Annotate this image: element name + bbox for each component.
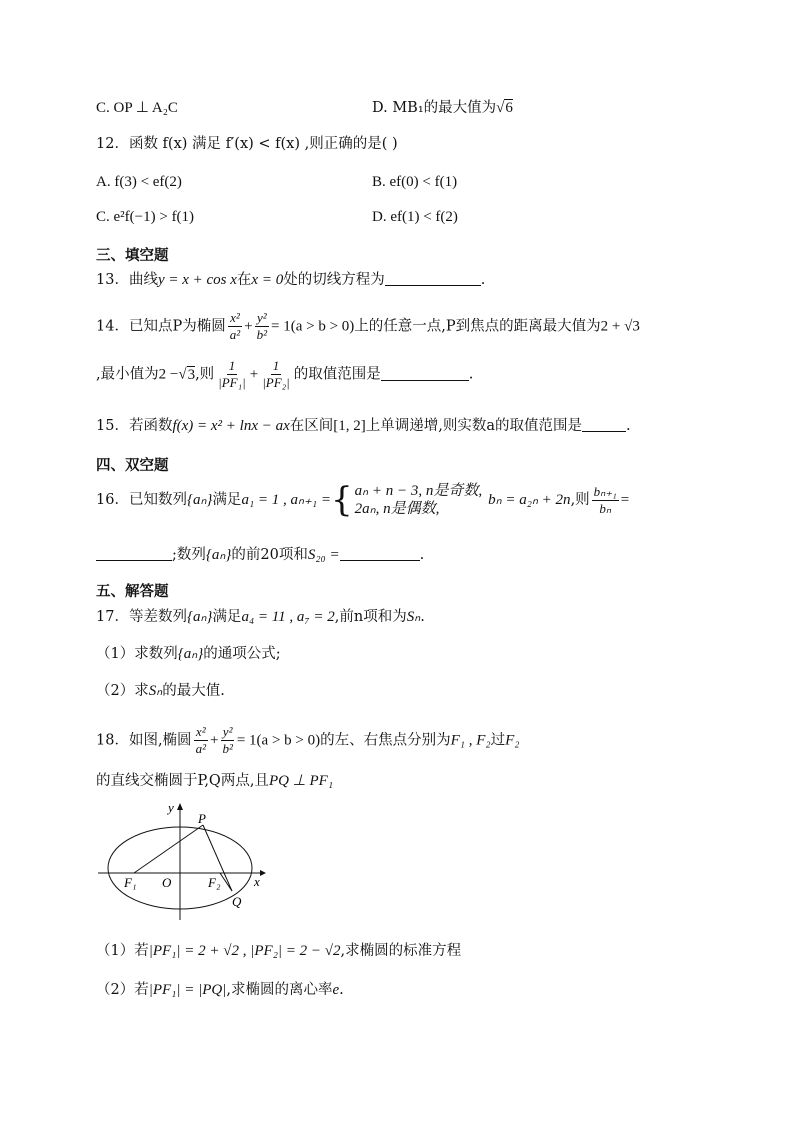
q17-stem-mid: 满足 xyxy=(212,609,242,625)
q18-line2 xyxy=(96,771,333,791)
q12-option-b xyxy=(372,172,457,192)
q18-part1 xyxy=(96,941,461,961)
q13-prefix: 13．曲线 xyxy=(96,272,158,288)
q14-fnum1: 1 xyxy=(228,358,236,373)
q12-option-d xyxy=(372,207,458,227)
q14-frac-x xyxy=(228,310,242,343)
q18-part2-e: e xyxy=(332,982,340,998)
q14-line2-mid: ,则 xyxy=(195,366,215,383)
y-axis-arrow-icon xyxy=(177,803,183,810)
q16-end: . xyxy=(419,547,425,563)
q18-end: . xyxy=(339,982,344,998)
q11-option-d: D. MB₁的最大值为√6 xyxy=(372,100,513,116)
label-q: Q xyxy=(232,894,242,909)
q16-s20: S₂₀ = xyxy=(307,547,340,563)
q17-cond: a₄ = 11 , a₇ = 2 xyxy=(241,609,335,625)
label-o: O xyxy=(162,875,172,890)
q11-option-c-text: C. OP ⊥ A₂C xyxy=(96,100,178,116)
q18-line2-prefix: 的直线交椭圆于P,Q两点,且 xyxy=(96,773,269,789)
q12-stem xyxy=(96,134,398,154)
q18-stem-suffix: 过 xyxy=(490,732,506,749)
q18-part1-prefix: （1）若 xyxy=(96,943,149,959)
q14-fden1: |PF₁| xyxy=(218,375,246,390)
q13-curve: y = x + cos x xyxy=(157,272,237,288)
q17-part2-sn: Sₙ xyxy=(148,683,163,699)
q15-prefix: 15．若函数 xyxy=(96,418,173,434)
q12-option-c xyxy=(96,207,194,227)
q12-option-b-text: B. ef(0) < f(1) xyxy=(372,174,458,190)
q18-den2: b² xyxy=(222,741,233,756)
q12-option-a-text: A. f(3) < ef(2) xyxy=(96,174,182,190)
label-p: P xyxy=(198,811,206,826)
q16-line1 xyxy=(96,482,629,518)
q15-answer-blank[interactable] xyxy=(582,417,626,432)
q18-den1: a² xyxy=(195,741,206,756)
q17-part1 xyxy=(96,644,281,664)
q18-cond: = 1(a > b > 0) xyxy=(236,732,321,749)
q15-func: f(x) = x² + lnx − ax xyxy=(172,418,290,434)
q14-prefix: 14．已知点P为椭圆 xyxy=(96,318,226,335)
q16-ratio xyxy=(592,484,619,517)
q14-min-a: 2 − xyxy=(158,366,179,383)
q14-mid: 上的任意一点,P到焦点的距离最大值为 xyxy=(354,318,601,335)
q17-stem xyxy=(96,607,425,627)
q11-option-d-prefix: D. MB₁的最大值为 xyxy=(372,100,497,116)
q14-min-b: 3 xyxy=(187,366,196,383)
q16-bn: bₙ = a₂ₙ + 2n xyxy=(488,492,571,508)
q18-part2-suffix: ,求椭圆的离心率 xyxy=(226,982,333,998)
q16-line2 xyxy=(96,545,424,565)
q14-frac-pf2 xyxy=(260,358,292,391)
label-f1: F₁ xyxy=(124,875,137,890)
q18-stem-prefix: 18．如图,椭圆 xyxy=(96,732,192,749)
label-f2: F₂ xyxy=(208,875,221,890)
q15-mid: 在区间 xyxy=(289,418,334,434)
q14-fnum2: 1 xyxy=(272,358,280,373)
q18-part1-cond: |PF₁| = 2 + √2 , |PF₂| = 2 − √2 xyxy=(148,943,341,959)
q11-option-d-value: 6 xyxy=(505,100,513,116)
q14-cond: = 1(a > b > 0) xyxy=(271,318,355,335)
q13 xyxy=(96,270,485,290)
q18-num1: x² xyxy=(195,724,206,739)
label-x: x xyxy=(254,874,260,889)
q12-option-c-text: C. e²f(−1) > f(1) xyxy=(96,209,195,225)
q18-part1-suffix: ,求椭圆的标准方程 xyxy=(340,943,462,959)
q18-part2 xyxy=(96,980,344,1000)
q14-frac-y xyxy=(255,310,269,343)
q13-point: x = 0 xyxy=(251,272,284,288)
q17-end: . xyxy=(420,609,425,625)
q14-end: . xyxy=(468,366,474,383)
q17-part1-seq: {aₙ} xyxy=(177,646,204,662)
q17-part2-prefix: （2）求 xyxy=(96,683,149,699)
q18-num2: y² xyxy=(222,724,233,739)
q17-part1-prefix: （1）求数列 xyxy=(96,646,178,662)
q14-den1: a² xyxy=(229,327,241,342)
q16-seq: {aₙ} xyxy=(186,492,213,508)
section-5-title: 五、解答题 xyxy=(96,584,169,600)
q16-case2: 2aₙ, n是偶数, xyxy=(354,501,440,517)
q13-suffix: 处的切线方程为 xyxy=(283,272,385,288)
q16-line2-seq: {aₙ} xyxy=(205,547,232,563)
q13-answer-blank[interactable] xyxy=(385,271,481,286)
q18-stem-mid: 的左、右焦点分别为 xyxy=(320,732,451,749)
q14-frac-pf1 xyxy=(216,358,248,391)
q16-line2-mid: ;数列 xyxy=(172,547,206,563)
q16-cases: { aₙ + n − 3, n是奇数, 2aₙ, n是偶数, xyxy=(331,480,483,520)
q16-ratio-den: bₙ xyxy=(599,500,612,516)
q14-plus: + xyxy=(244,318,253,335)
q16-case1: aₙ + n − 3, n是奇数, xyxy=(354,483,483,499)
q13-end: . xyxy=(480,272,486,288)
q11-option-c xyxy=(96,98,178,118)
q16-a1: a₁ = 1 , aₙ₊₁ = xyxy=(241,492,332,508)
q18-perp: PQ ⊥ PF₁ xyxy=(268,773,334,789)
q18-foci: F₁ , F₂ xyxy=(450,732,491,749)
q16-answer-blank-1[interactable] xyxy=(96,546,172,561)
q13-mid: 在 xyxy=(236,272,252,288)
q14-num2: y² xyxy=(256,310,267,325)
q16-answer-blank-2[interactable] xyxy=(340,546,420,561)
q17-stem-prefix: 17．等差数列 xyxy=(96,609,187,625)
q18-f2: F₂ xyxy=(505,732,520,749)
q14-line1 xyxy=(96,310,640,343)
q14-den2: b² xyxy=(256,327,267,342)
q16-prefix: 16．已知数列 xyxy=(96,492,187,508)
q15-interval: [1, 2] xyxy=(333,418,366,434)
q18-part2-prefix: （2）若 xyxy=(96,982,149,998)
section-3-title: 三、填空题 xyxy=(96,248,169,264)
q16-mid: 满足 xyxy=(212,492,242,508)
q15-suffix: 上单调递增,则实数a的取值范围是 xyxy=(365,418,583,434)
q18-frac-y xyxy=(220,724,234,757)
q12-option-a xyxy=(96,172,182,192)
section-4-title: 四、双空题 xyxy=(96,458,169,474)
q14-line2-suffix: 的取值范围是 xyxy=(293,366,381,383)
q14-line2-prefix: ,最小值为 xyxy=(96,366,159,383)
q18-stem: 18．如图,椭圆 $\frac{\text{x²}}{\text{a²}}$ + $\frac{\text{y²}}{\text{b²}}$ = 1(a > b > 0)的左、右焦点分别为F₁ , F₂过F₂ xyxy=(96,724,520,756)
q14-max: 2 + √3 xyxy=(600,318,640,335)
q17-part1-suffix: 的通项公式; xyxy=(203,646,281,662)
q14-fden2: |PF₂| xyxy=(262,375,290,390)
q15 xyxy=(96,416,631,436)
q18-frac-x xyxy=(194,724,208,757)
q18-part2-cond: |PF₁| = |PQ| xyxy=(148,982,227,998)
segment-f2-q xyxy=(220,873,232,891)
q17-sn: Sₙ xyxy=(406,609,421,625)
q16-then: ,则 xyxy=(570,492,590,508)
q17-part2 xyxy=(96,681,225,701)
q17-seq: {aₙ} xyxy=(186,609,213,625)
q14-line2: ,最小值为2 −√3,则 $\frac{1}{\text{|PF₁|}}$ + $\frac{1}{\text{|PF₂|}}$ 的取值范围是 . xyxy=(96,358,474,390)
q14-answer-blank[interactable] xyxy=(381,366,469,381)
q12-option-d-text: D. ef(1) < f(2) xyxy=(372,209,458,225)
q15-end: . xyxy=(626,418,631,434)
x-axis-arrow-icon xyxy=(260,870,266,876)
q17-stem-suffix: ,前n项和为 xyxy=(334,609,407,625)
q16-eq: = xyxy=(620,492,630,508)
q18-ellipse-figure xyxy=(94,798,274,924)
q12-stem-text: 12．函数 f(x) 满足 f′(x) < f(x) ,则正确的是( ) xyxy=(96,136,398,152)
label-y: y xyxy=(168,800,174,815)
q17-part2-suffix: 的最大值. xyxy=(162,683,225,699)
q16-ratio-num: bₙ₊₁ xyxy=(593,483,617,499)
q14-num1: x² xyxy=(230,310,240,325)
q16-line2-suffix: 的前20项和 xyxy=(231,547,308,563)
